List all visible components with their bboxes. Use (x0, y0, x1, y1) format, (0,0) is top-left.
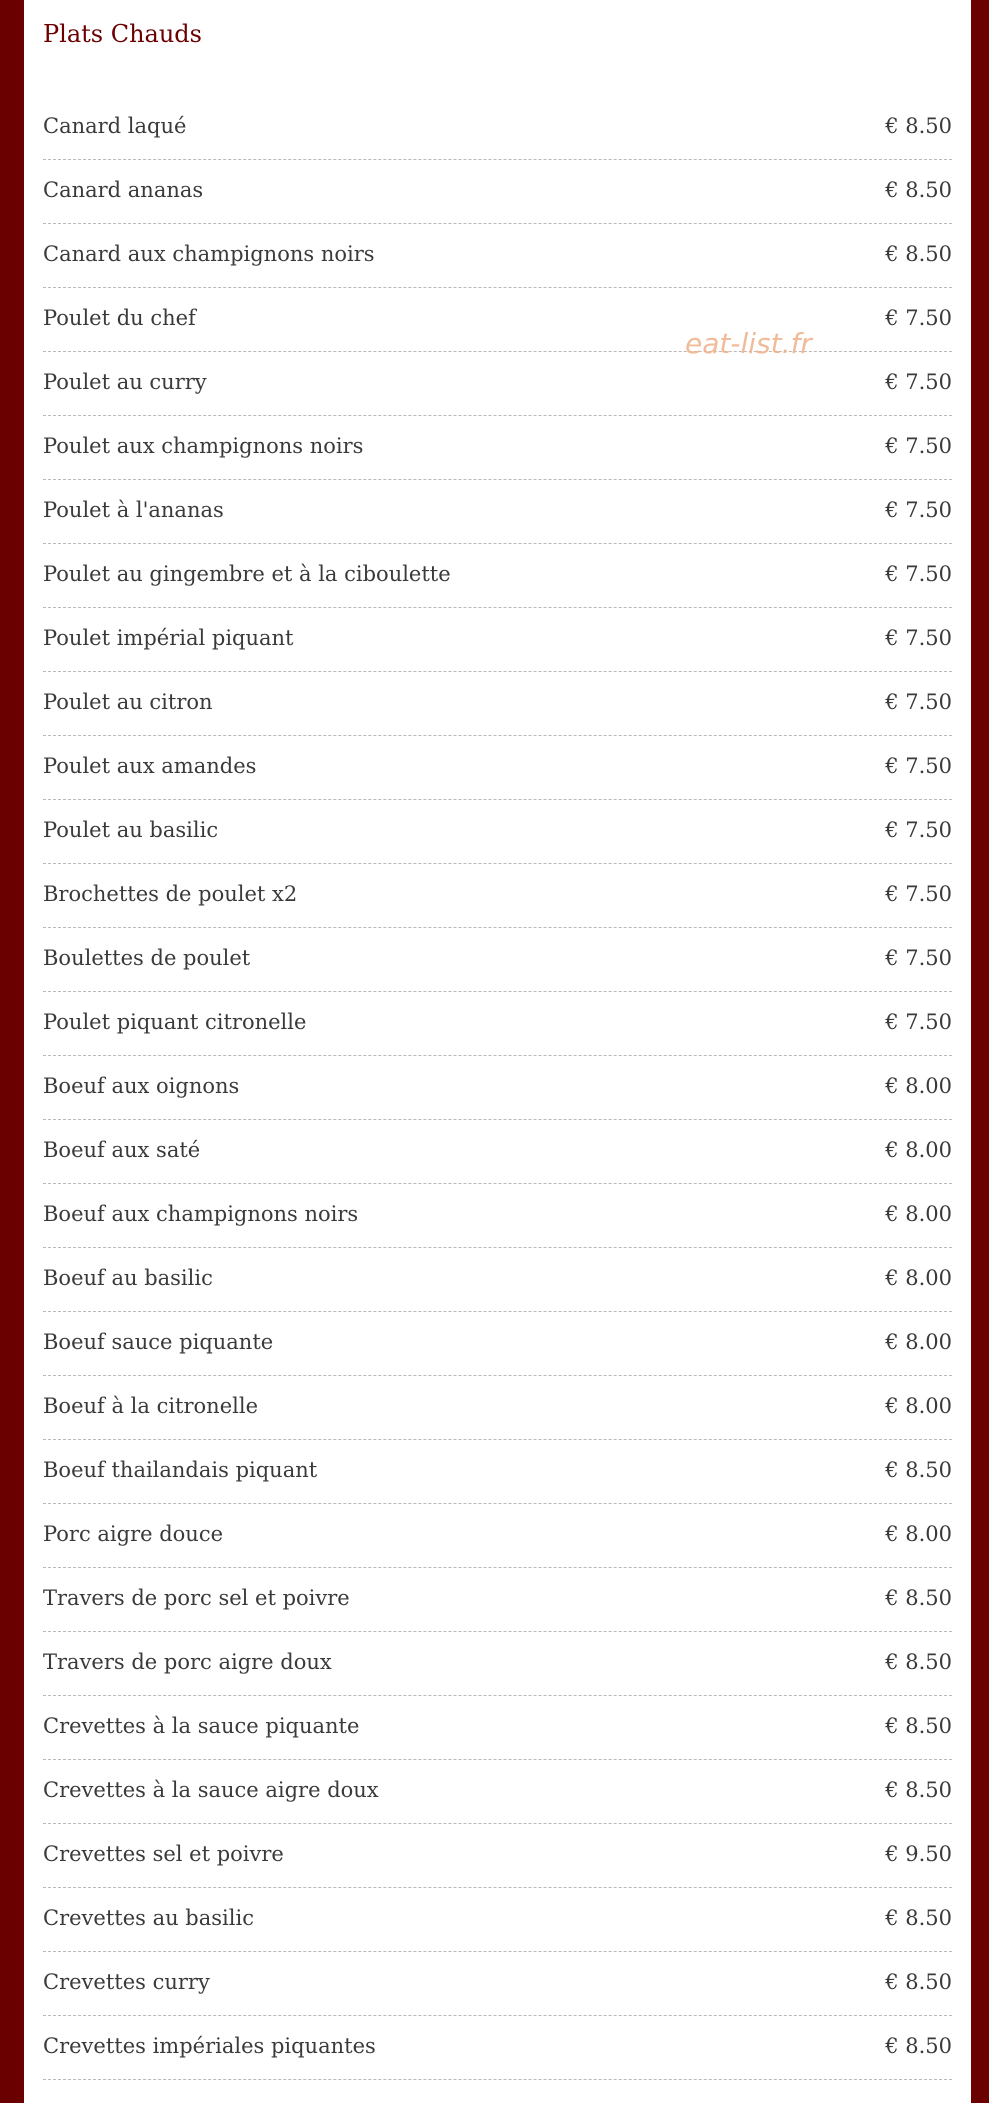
dish-price: € 7.50 (885, 753, 952, 778)
dish-name: Crevettes impériales piquantes (43, 2033, 376, 2058)
menu-item (43, 1888, 952, 1952)
menu-item (43, 1760, 952, 1824)
menu-item (43, 736, 952, 800)
dish-name: Crevettes à la sauce piquante (43, 1713, 360, 1738)
dish-price: € 9.50 (885, 1841, 952, 1866)
menu-item (43, 608, 952, 672)
menu-item (43, 544, 952, 608)
menu-item (43, 1056, 952, 1120)
dish-price: € 8.00 (885, 1137, 952, 1162)
dish-name: Boeuf aux champignons noirs (43, 1201, 359, 1226)
dish-name: Crevettes curry (43, 1969, 210, 1994)
dish-price: € 8.50 (885, 241, 952, 266)
dish-price: € 8.50 (885, 1457, 952, 1482)
dish-price: € 8.50 (885, 1649, 952, 1674)
dish-price: € 7.50 (885, 945, 952, 970)
menu-list (43, 96, 952, 2080)
dish-price: € 8.00 (885, 1073, 952, 1098)
dish-price: € 7.50 (885, 625, 952, 650)
dish-name: Boeuf sauce piquante (43, 1329, 274, 1354)
dish-price: € 7.50 (885, 305, 952, 330)
menu-item (43, 1248, 952, 1312)
dish-name: Canard laqué (43, 113, 187, 138)
dish-price: € 7.50 (885, 497, 952, 522)
menu-item (43, 224, 952, 288)
dish-price: € 8.50 (885, 1777, 952, 1802)
dish-price: € 8.00 (885, 1521, 952, 1546)
dish-name: Poulet impérial piquant (43, 625, 294, 650)
dish-price: € 8.50 (885, 113, 952, 138)
menu-item (43, 1440, 952, 1504)
dish-name: Poulet au citron (43, 689, 213, 714)
dish-name: Brochettes de poulet x2 (43, 881, 298, 906)
dish-name: Poulet au gingembre et à la ciboulette (43, 561, 451, 586)
menu-item (43, 1952, 952, 2016)
dish-name: Poulet aux champignons noirs (43, 433, 364, 458)
dish-name: Poulet aux amandes (43, 753, 257, 778)
dish-price: € 7.50 (885, 881, 952, 906)
dish-name: Canard aux champignons noirs (43, 241, 375, 266)
menu-item (43, 1184, 952, 1248)
dish-name: Poulet à l'ananas (43, 497, 224, 522)
dish-price: € 8.50 (885, 177, 952, 202)
watermark: eat-list.fr (685, 327, 812, 360)
menu-item (43, 1376, 952, 1440)
dish-price: € 8.00 (885, 1329, 952, 1354)
dish-price: € 8.50 (885, 1713, 952, 1738)
menu-item (43, 800, 952, 864)
dish-price: € 7.50 (885, 433, 952, 458)
menu-item (43, 1568, 952, 1632)
dish-name: Crevettes au basilic (43, 1905, 254, 1930)
menu-item (43, 2016, 952, 2080)
menu-item (43, 1312, 952, 1376)
menu-item (43, 96, 952, 160)
dish-price: € 7.50 (885, 561, 952, 586)
dish-name: Boeuf thailandais piquant (43, 1457, 318, 1482)
dish-name: Travers de porc sel et poivre (43, 1585, 350, 1610)
menu-item (43, 352, 952, 416)
menu-item (43, 1504, 952, 1568)
section-title: Plats Chauds (43, 20, 202, 48)
dish-name: Boeuf au basilic (43, 1265, 213, 1290)
dish-name: Poulet au curry (43, 369, 207, 394)
menu-item (43, 480, 952, 544)
menu-panel (24, 0, 971, 2103)
dish-price: € 7.50 (885, 369, 952, 394)
menu-item (43, 1120, 952, 1184)
dish-name: Travers de porc aigre doux (43, 1649, 332, 1674)
dish-name: Porc aigre douce (43, 1521, 224, 1546)
dish-price: € 8.00 (885, 1393, 952, 1418)
menu-item (43, 672, 952, 736)
menu-item (43, 288, 952, 352)
dish-price: € 8.50 (885, 1969, 952, 1994)
dish-price: € 7.50 (885, 817, 952, 842)
dish-price: € 8.00 (885, 1265, 952, 1290)
dish-name: Crevettes sel et poivre (43, 1841, 284, 1866)
menu-item (43, 1824, 952, 1888)
dish-price: € 8.00 (885, 1201, 952, 1226)
menu-item (43, 1696, 952, 1760)
dish-price: € 8.50 (885, 2033, 952, 2058)
dish-name: Boeuf aux oignons (43, 1073, 240, 1098)
dish-name: Boulettes de poulet (43, 945, 251, 970)
menu-item (43, 992, 952, 1056)
dish-name: Boeuf aux saté (43, 1137, 201, 1162)
dish-price: € 7.50 (885, 1009, 952, 1034)
dish-name: Boeuf à la citronelle (43, 1393, 258, 1418)
dish-name: Poulet piquant citronelle (43, 1009, 307, 1034)
menu-item (43, 864, 952, 928)
dish-name: Crevettes à la sauce aigre doux (43, 1777, 379, 1802)
dish-name: Poulet du chef (43, 305, 196, 330)
menu-item (43, 160, 952, 224)
dish-price: € 8.50 (885, 1585, 952, 1610)
dish-price: € 8.50 (885, 1905, 952, 1930)
dish-name: Canard ananas (43, 177, 204, 202)
dish-name: Poulet au basilic (43, 817, 219, 842)
menu-item (43, 1632, 952, 1696)
menu-item (43, 416, 952, 480)
dish-price: € 7.50 (885, 689, 952, 714)
menu-item (43, 928, 952, 992)
